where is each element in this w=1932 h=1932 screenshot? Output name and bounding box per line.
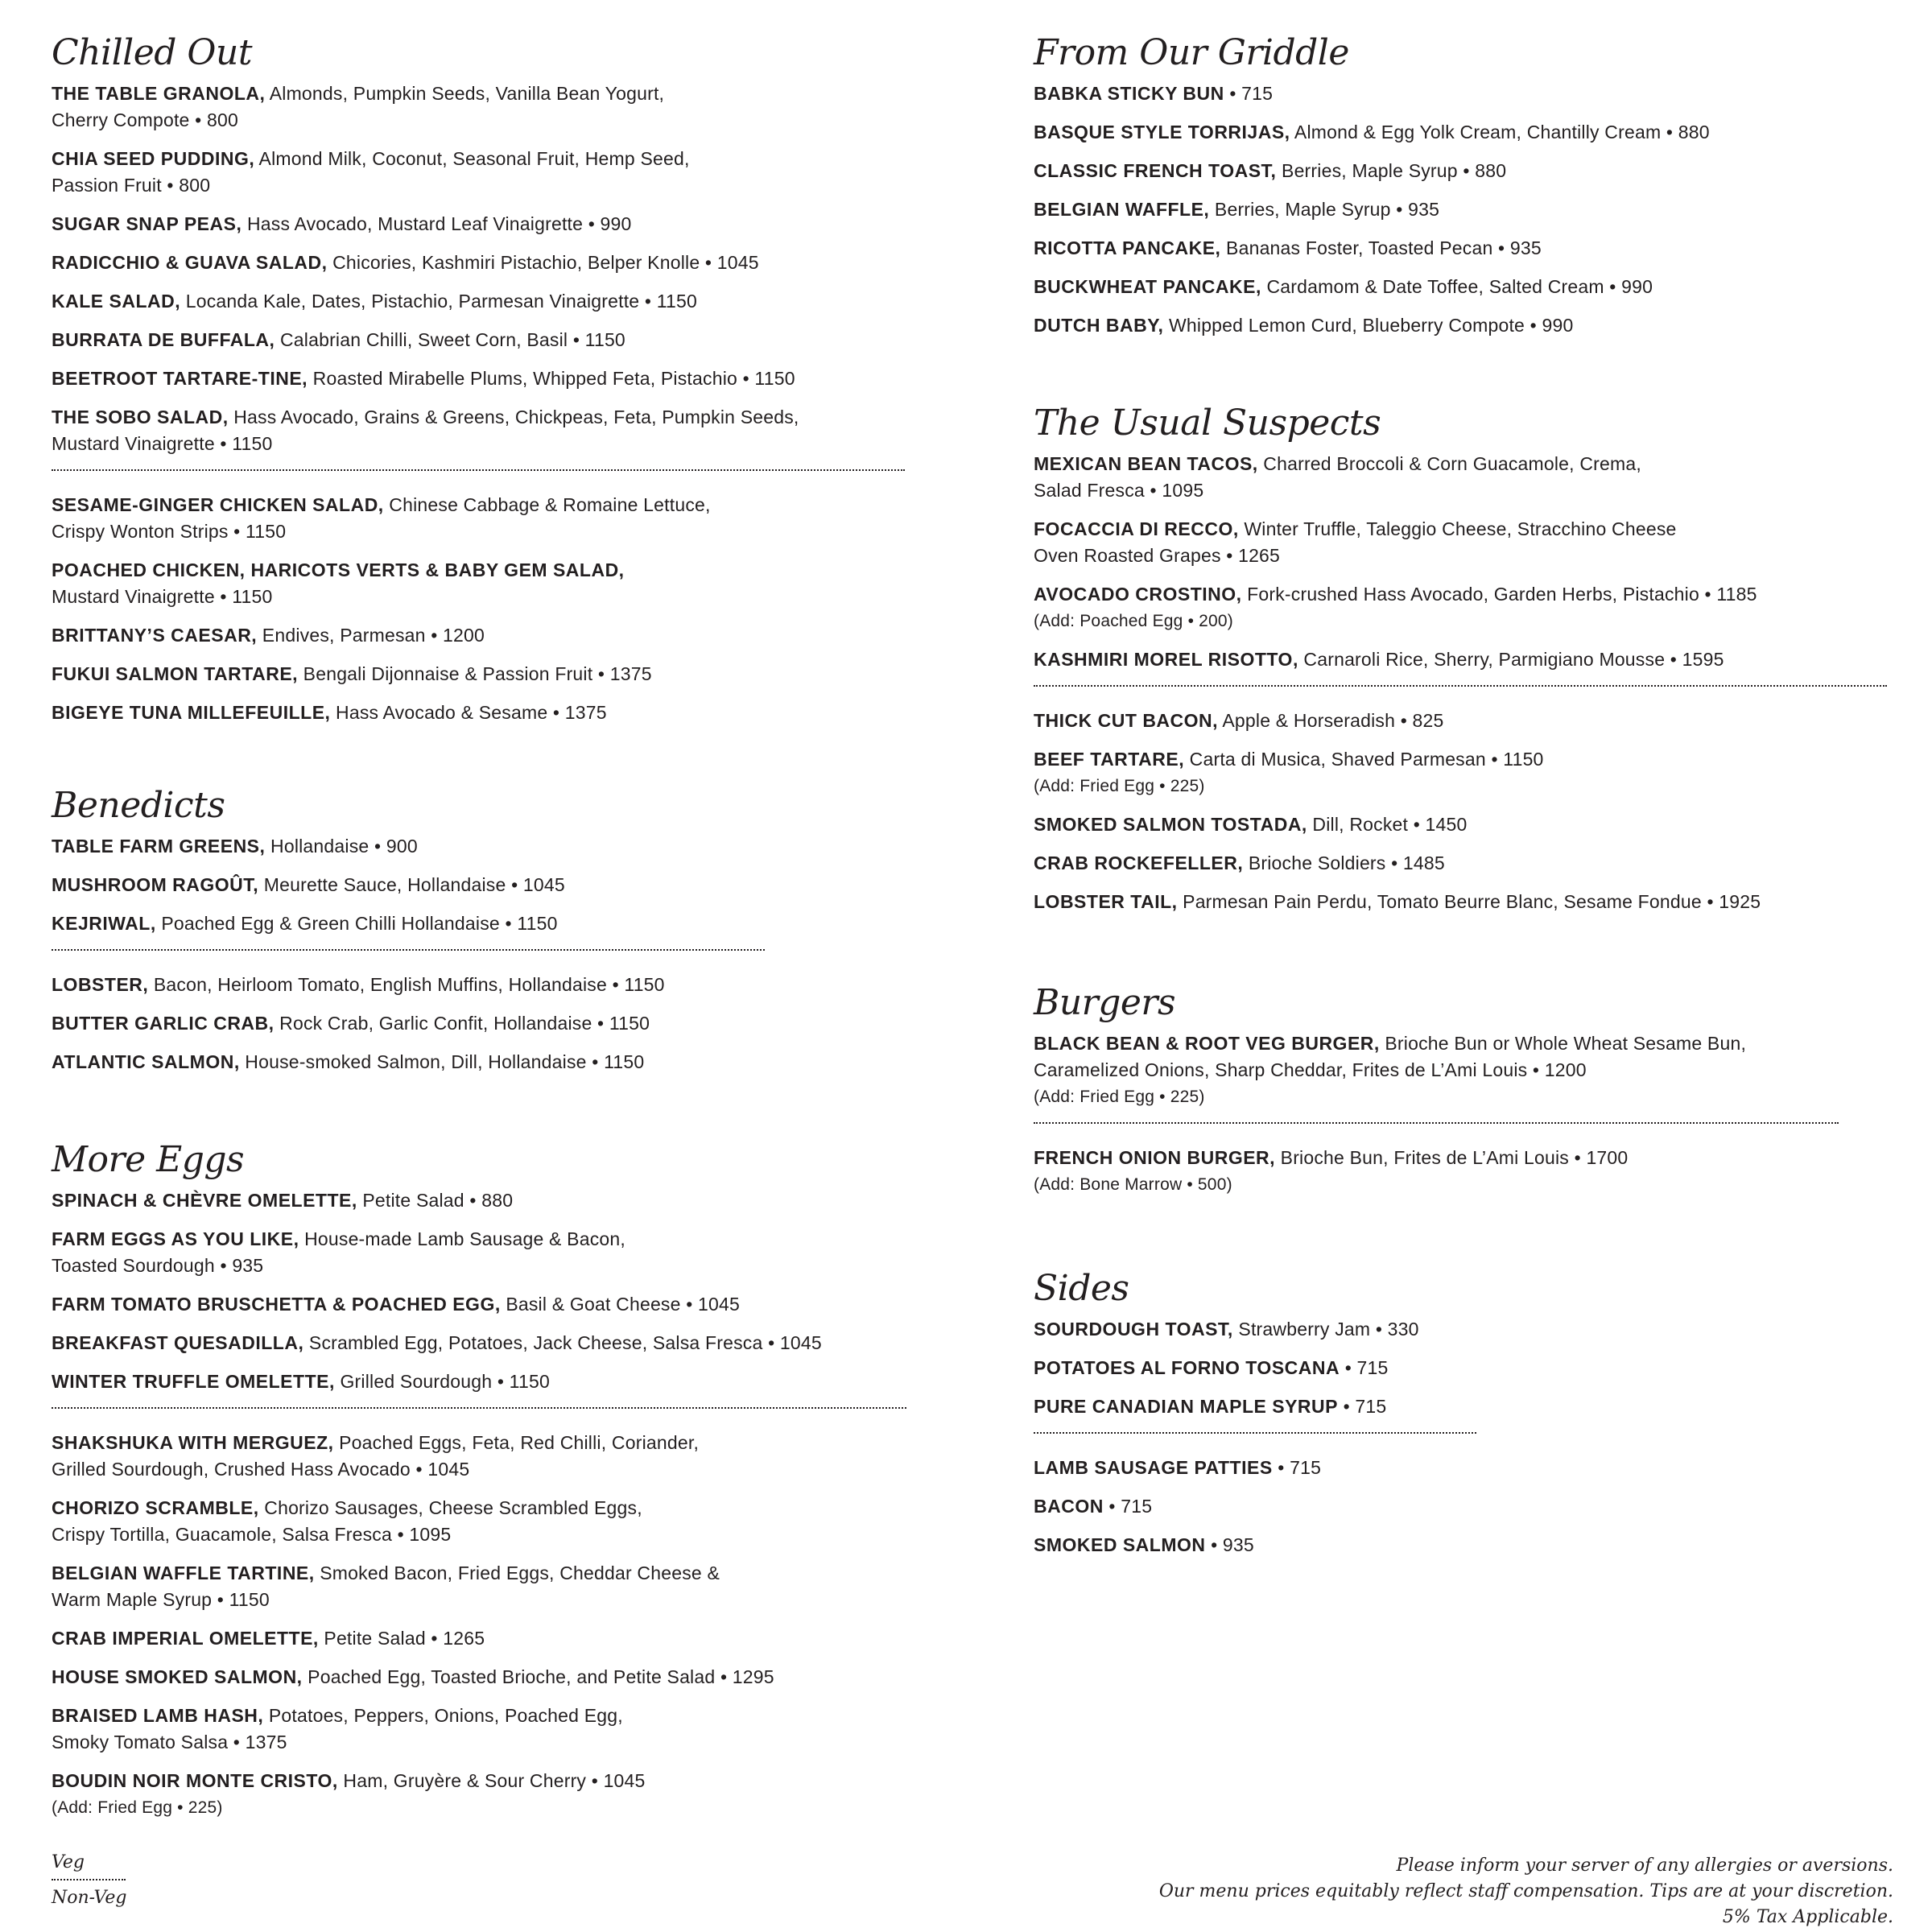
dish-description: • 935 [1205, 1534, 1254, 1555]
dotted-divider [52, 949, 765, 951]
menu-item [1034, 235, 1919, 262]
dish-name: WINTER TRUFFLE OMELETTE, [52, 1371, 335, 1392]
dish-description-continued: Salad Fresca • 1095 [1034, 480, 1204, 501]
legend-divider [52, 1879, 126, 1880]
footer-allergy-note: Please inform your server of any allergies or aversions. [1396, 1856, 1893, 1876]
dish-name: FARM EGGS AS YOU LIKE, [52, 1228, 299, 1249]
menu-item [52, 146, 937, 199]
dish-name: MUSHROOM RAGOÛT, [52, 874, 259, 895]
dish-name: ATLANTIC SALMON, [52, 1051, 240, 1072]
dish-name: LOBSTER TAIL, [1034, 891, 1178, 912]
dish-name: BELGIAN WAFFLE TARTINE, [52, 1563, 315, 1583]
dish-name: BIGEYE TUNA MILLEFEUILLE, [52, 702, 331, 723]
dish-name: BUCKWHEAT PANCAKE, [1034, 276, 1261, 297]
dish-name: POTATOES AL FORNO TOSCANA [1034, 1357, 1340, 1378]
menu-item [1034, 1532, 1919, 1558]
dish-name: PURE CANADIAN MAPLE SYRUP [1034, 1396, 1338, 1417]
section-heading: The Usual Suspects [1034, 402, 1381, 444]
dish-description: • 715 [1103, 1496, 1153, 1517]
menu-item [1034, 1030, 1919, 1110]
menu-section-burgers [1034, 982, 1919, 1210]
dish-description: Fork-crushed Hass Avocado, Garden Herbs, Pistachio • 1185 [1241, 584, 1757, 605]
dish-name: MEXICAN BEAN TACOS, [1034, 453, 1258, 474]
dish-description-continued: Crispy Wonton Strips • 1150 [52, 521, 287, 542]
menu-item [1034, 646, 1919, 673]
menu-item [1034, 889, 1919, 915]
menu-item [1034, 1145, 1919, 1198]
dish-description: Rock Crab, Garlic Confit, Hollandaise • 1150 [274, 1013, 650, 1034]
dish-name: BABKA STICKY BUN [1034, 83, 1224, 104]
legend-non-veg: Non-Veg [52, 1888, 127, 1908]
dish-description: Berries, Maple Syrup • 935 [1209, 199, 1440, 220]
dish-name: HOUSE SMOKED SALMON, [52, 1666, 303, 1687]
dish-description: Potatoes, Peppers, Onions, Poached Egg, [263, 1705, 623, 1726]
footer-tax-note: 5% Tax Applicable. [1722, 1907, 1893, 1927]
menu-item [1034, 451, 1919, 504]
menu-item [52, 1664, 937, 1690]
menu-section-chilled-out [52, 32, 937, 738]
footer-tips-note: Our menu prices equitably reflect staff compensation. Tips are at your discretion. [1158, 1881, 1893, 1901]
dish-name: FARM TOMATO BRUSCHETTA & POACHED EGG, [52, 1294, 501, 1315]
menu-item [52, 80, 937, 134]
menu-item [1034, 746, 1919, 799]
dish-description: Calabrian Chilli, Sweet Corn, Basil • 1150 [275, 329, 625, 350]
dish-name: THE SOBO SALAD, [52, 407, 229, 427]
menu-section-sides [1034, 1268, 1919, 1571]
dish-description: Brioche Soldiers • 1485 [1243, 852, 1445, 873]
menu-item [52, 661, 937, 687]
dish-description: Ham, Gruyère & Sour Cherry • 1045 [337, 1770, 646, 1791]
dish-description: Chicories, Kashmiri Pistachio, Belper Knolle • 1045 [327, 252, 759, 273]
dish-description: Charred Broccoli & Corn Guacamole, Crema, [1257, 453, 1641, 474]
dotted-divider [1034, 685, 1887, 687]
dish-description: Petite Salad • 880 [357, 1190, 514, 1211]
dish-name: FUKUI SALMON TARTARE, [52, 663, 299, 684]
dish-description: Parmesan Pain Perdu, Tomato Beurre Blanc, Sesame Fondue • 1925 [1177, 891, 1761, 912]
menu-section-from-our-griddle [1034, 32, 1919, 351]
dish-description-continued: Smoky Tomato Salsa • 1375 [52, 1732, 287, 1752]
menu-section-the-usual-suspects [1034, 402, 1919, 927]
dish-description-continued: Warm Maple Syrup • 1150 [52, 1589, 270, 1610]
menu-item [1034, 274, 1919, 300]
dish-name: BUTTER GARLIC CRAB, [52, 1013, 275, 1034]
dish-description: Strawberry Jam • 330 [1232, 1319, 1419, 1340]
dotted-divider [1034, 1432, 1476, 1434]
dish-description: Grilled Sourdough • 1150 [334, 1371, 550, 1392]
dish-description: Petite Salad • 1265 [318, 1628, 485, 1649]
menu-section-more-eggs [52, 1139, 937, 1833]
menu-item [1034, 1493, 1919, 1520]
dish-description: Bacon, Heirloom Tomato, English Muffins, Hollandaise • 1150 [148, 974, 665, 995]
dish-name: SMOKED SALMON TOSTADA, [1034, 814, 1307, 835]
dish-name: CHIA SEED PUDDING, [52, 148, 255, 169]
menu-item [52, 833, 937, 860]
menu-item [1034, 1355, 1919, 1381]
dish-description: Poached Egg & Green Chilli Hollandaise • 1150 [155, 913, 558, 934]
dish-name: SMOKED SALMON [1034, 1534, 1206, 1555]
dish-name: RICOTTA PANCAKE, [1034, 237, 1221, 258]
dish-description: Almond Milk, Coconut, Seasonal Fruit, Hemp Seed, [254, 148, 690, 169]
dish-name: FRENCH ONION BURGER, [1034, 1147, 1276, 1168]
menu-item [1034, 158, 1919, 184]
dish-name: BEEF TARTARE, [1034, 749, 1185, 770]
dish-description-continued: Oven Roasted Grapes • 1265 [1034, 545, 1281, 566]
dish-description: House-smoked Salmon, Dill, Hollandaise • 1150 [239, 1051, 645, 1072]
dish-name: BLACK BEAN & ROOT VEG BURGER, [1034, 1033, 1380, 1054]
dish-description: Brioche Bun or Whole Wheat Sesame Bun, [1379, 1033, 1747, 1054]
dish-addon: (Add: Bone Marrow • 500) [1034, 1175, 1232, 1194]
dish-description: • 715 [1337, 1396, 1387, 1417]
menu-item [1034, 811, 1919, 838]
menu-item [52, 1495, 937, 1548]
dish-name: POACHED CHICKEN, HARICOTS VERTS & BABY GEM SALAD, [52, 559, 625, 580]
dish-name: BACON [1034, 1496, 1104, 1517]
dish-description: Poached Egg, Toasted Brioche, and Petite Salad • 1295 [302, 1666, 774, 1687]
dish-description-continued: Passion Fruit • 800 [52, 175, 211, 196]
menu-item [1034, 1316, 1919, 1343]
dish-name: BASQUE STYLE TORRIJAS, [1034, 122, 1290, 142]
menu-item [52, 872, 937, 898]
dish-description: Bengali Dijonnaise & Passion Fruit • 1375 [298, 663, 652, 684]
dish-name: CHORIZO SCRAMBLE, [52, 1497, 259, 1518]
dish-name: KALE SALAD, [52, 291, 181, 312]
dish-description: • 715 [1224, 83, 1274, 104]
menu-item [52, 327, 937, 353]
dish-name: BEETROOT TARTARE-TINE, [52, 368, 308, 389]
dish-description: Hass Avocado, Mustard Leaf Vinaigrette • 990 [242, 213, 632, 234]
menu-item [1034, 1393, 1919, 1420]
section-heading: More Eggs [52, 1139, 245, 1180]
menu-item [52, 1768, 937, 1821]
dish-description-continued: Mustard Vinaigrette • 1150 [52, 586, 273, 607]
dish-description: House-made Lamb Sausage & Bacon, [299, 1228, 625, 1249]
dish-description: Hollandaise • 900 [265, 836, 418, 857]
menu-item [1034, 516, 1919, 569]
dish-description-continued: Toasted Sourdough • 935 [52, 1255, 264, 1276]
dish-description: Almonds, Pumpkin Seeds, Vanilla Bean Yogurt, [265, 83, 665, 104]
menu-item [52, 1703, 937, 1756]
dish-description: Cardamom & Date Toffee, Salted Cream • 990 [1261, 276, 1653, 297]
dish-description: Roasted Mirabelle Plums, Whipped Feta, Pistachio • 1150 [308, 368, 795, 389]
dish-description-continued: Caramelized Onions, Sharp Cheddar, Frites de L’Ami Louis • 1200 [1034, 1059, 1587, 1080]
dish-name: SPINACH & CHÈVRE OMELETTE, [52, 1190, 357, 1211]
dish-name: KASHMIRI MOREL RISOTTO, [1034, 649, 1298, 670]
dish-description: Bananas Foster, Toasted Pecan • 935 [1220, 237, 1542, 258]
dish-description: Locanda Kale, Dates, Pistachio, Parmesan Vinaigrette • 1150 [180, 291, 697, 312]
dish-description: Chorizo Sausages, Cheese Scrambled Eggs, [258, 1497, 642, 1518]
diet-legend [52, 1852, 140, 1909]
dish-description: Chinese Cabbage & Romaine Lettuce, [383, 494, 711, 515]
dish-name: CRAB ROCKEFELLER, [1034, 852, 1244, 873]
legend-veg: Veg [52, 1852, 85, 1872]
menu-item [52, 288, 937, 315]
menu-item [52, 1560, 937, 1613]
dish-name: BELGIAN WAFFLE, [1034, 199, 1210, 220]
dish-name: THICK CUT BACON, [1034, 710, 1219, 731]
dish-description: Brioche Bun, Frites de L’Ami Louis • 1700 [1275, 1147, 1629, 1168]
menu-item [52, 700, 937, 726]
dish-description: • 715 [1340, 1357, 1389, 1378]
dish-description: Hass Avocado, Grains & Greens, Chickpeas, Feta, Pumpkin Seeds, [228, 407, 799, 427]
dish-description: Scrambled Egg, Potatoes, Jack Cheese, Salsa Fresca • 1045 [303, 1332, 822, 1353]
dish-description-continued: Crispy Tortilla, Guacamole, Salsa Fresca • 1095 [52, 1524, 452, 1545]
menu-item [52, 492, 937, 545]
dish-addon: (Add: Fried Egg • 225) [52, 1798, 223, 1817]
dish-name: BRITTANY’S CAESAR, [52, 625, 258, 646]
menu-item [52, 557, 937, 610]
dotted-divider [52, 1407, 906, 1409]
dotted-divider [52, 469, 905, 471]
dish-name: CLASSIC FRENCH TOAST, [1034, 160, 1277, 181]
section-heading: Burgers [1034, 982, 1176, 1023]
menu-item [1034, 708, 1919, 734]
dish-description: Hass Avocado & Sesame • 1375 [330, 702, 607, 723]
dish-addon: (Add: Fried Egg • 225) [1034, 1088, 1205, 1106]
dish-description: Smoked Bacon, Fried Eggs, Cheddar Cheese & [314, 1563, 720, 1583]
dish-description: Apple & Horseradish • 825 [1218, 710, 1444, 731]
menu-item [1034, 196, 1919, 223]
menu-item [52, 1187, 937, 1214]
menu-item [52, 404, 937, 457]
menu-item [52, 1625, 937, 1652]
dotted-divider [1034, 1122, 1839, 1124]
dish-description: Basil & Goat Cheese • 1045 [500, 1294, 741, 1315]
dish-name: BOUDIN NOIR MONTE CRISTO, [52, 1770, 338, 1791]
dish-name: RADICCHIO & GUAVA SALAD, [52, 252, 328, 273]
dish-addon: (Add: Poached Egg • 200) [1034, 612, 1233, 630]
menu-item [52, 1330, 937, 1356]
dish-description: Almond & Egg Yolk Cream, Chantilly Cream • 880 [1290, 122, 1710, 142]
menu-item [1034, 119, 1919, 146]
dish-description-continued: Mustard Vinaigrette • 1150 [52, 433, 273, 454]
dish-description: Carnaroli Rice, Sherry, Parmigiano Mousse • 1595 [1298, 649, 1724, 670]
menu-item [52, 250, 937, 276]
menu-item [1034, 581, 1919, 634]
menu-item [52, 211, 937, 237]
dish-description: Poached Eggs, Feta, Red Chilli, Coriander, [333, 1432, 700, 1453]
dish-description-continued: Cherry Compote • 800 [52, 109, 238, 130]
section-heading: From Our Griddle [1034, 32, 1349, 73]
dish-name: CRAB IMPERIAL OMELETTE, [52, 1628, 319, 1649]
dish-name: FOCACCIA DI RECCO, [1034, 518, 1239, 539]
dish-name: BREAKFAST QUESADILLA, [52, 1332, 304, 1353]
dish-name: SUGAR SNAP PEAS, [52, 213, 242, 234]
menu-item [52, 365, 937, 392]
dish-name: AVOCADO CROSTINO, [1034, 584, 1242, 605]
dish-description: Carta di Musica, Shaved Parmesan • 1150 [1184, 749, 1544, 770]
dish-description: Endives, Parmesan • 1200 [257, 625, 485, 646]
dish-name: SOURDOUGH TOAST, [1034, 1319, 1233, 1340]
menu-item [52, 622, 937, 649]
menu-item [1034, 312, 1919, 339]
dish-name: LOBSTER, [52, 974, 149, 995]
dish-description: Dill, Rocket • 1450 [1307, 814, 1468, 835]
menu-item [52, 1368, 937, 1395]
section-heading: Sides [1034, 1268, 1129, 1309]
dish-description: Berries, Maple Syrup • 880 [1276, 160, 1507, 181]
dish-name: DUTCH BABY, [1034, 315, 1164, 336]
menu-item [1034, 80, 1919, 107]
dish-name: BRAISED LAMB HASH, [52, 1705, 264, 1726]
section-heading: Chilled Out [52, 32, 253, 73]
dish-name: LAMB SAUSAGE PATTIES [1034, 1457, 1273, 1478]
menu-item [52, 910, 937, 937]
menu-item [52, 1226, 937, 1279]
footer-note [1159, 1853, 1893, 1930]
dish-name: TABLE FARM GREENS, [52, 836, 266, 857]
menu-section-benedicts [52, 785, 937, 1088]
menu-item [52, 1010, 937, 1037]
menu-item [52, 972, 937, 998]
dish-name: THE TABLE GRANOLA, [52, 83, 266, 104]
dish-name: SHAKSHUKA WITH MERGUEZ, [52, 1432, 334, 1453]
dish-name: BURRATA DE BUFFALA, [52, 329, 275, 350]
dish-description-continued: Grilled Sourdough, Crushed Hass Avocado • 1045 [52, 1459, 470, 1480]
dish-description: Meurette Sauce, Hollandaise • 1045 [258, 874, 565, 895]
dish-addon: (Add: Fried Egg • 225) [1034, 777, 1205, 795]
dish-name: SESAME-GINGER CHICKEN SALAD, [52, 494, 384, 515]
dish-description: Winter Truffle, Taleggio Cheese, Stracchino Cheese [1238, 518, 1677, 539]
dish-description: Whipped Lemon Curd, Blueberry Compote • 990 [1163, 315, 1574, 336]
menu-item [52, 1430, 937, 1483]
menu-item [1034, 850, 1919, 877]
menu-item [1034, 1455, 1919, 1481]
menu-item [52, 1049, 937, 1075]
dish-description: • 715 [1272, 1457, 1322, 1478]
menu-item [52, 1291, 937, 1318]
section-heading: Benedicts [52, 785, 225, 826]
dish-name: KEJRIWAL, [52, 913, 156, 934]
